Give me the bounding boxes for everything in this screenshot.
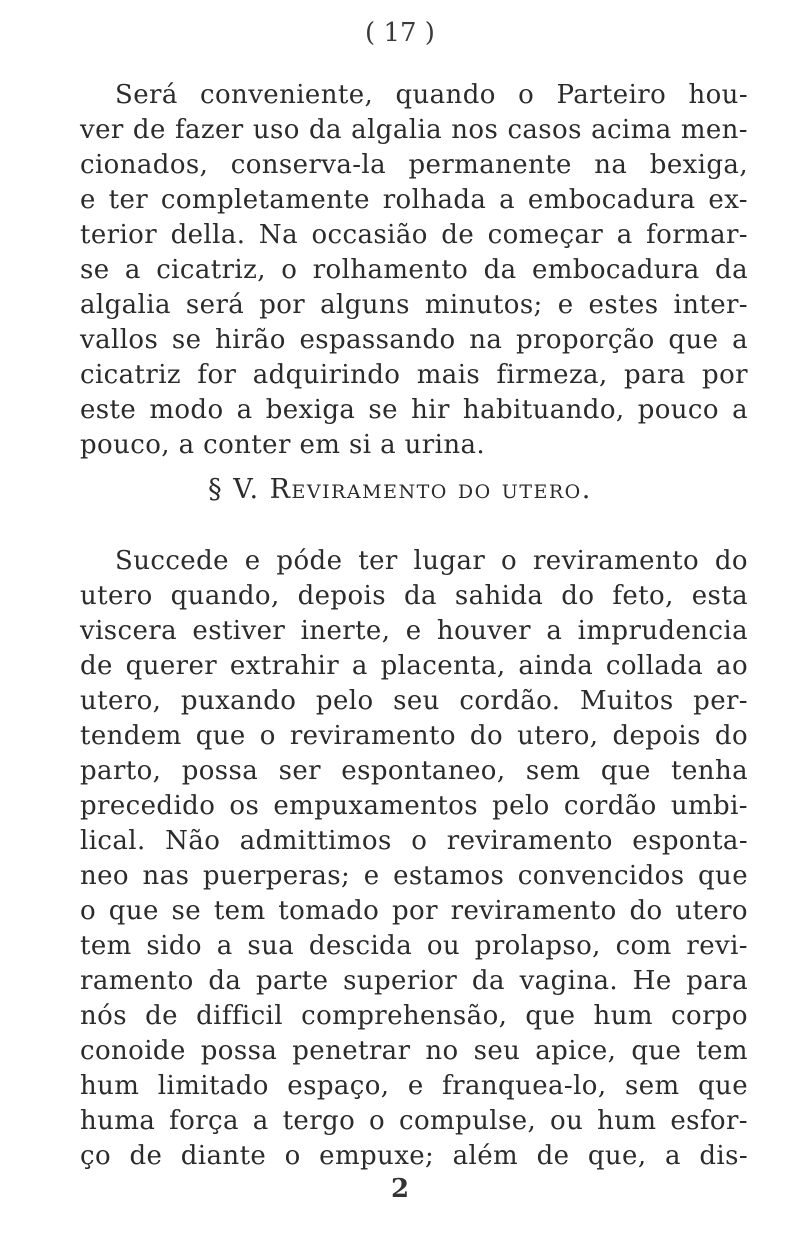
- text-line: tendem que o reviramento do utero, depois do: [80, 721, 748, 751]
- text-line: de querer extrahir a placenta, ainda collada ao: [80, 651, 748, 681]
- text-line: pouco, a conter em si a urina.: [80, 430, 486, 460]
- text-line: e ter completamente rolhada a embocadura ex-: [80, 185, 748, 215]
- text-line: ramento da parte superior da vagina. He para: [80, 966, 748, 996]
- text-line: lical. Não admittimos o reviramento esponta-: [80, 826, 748, 856]
- text-line: neo nas puerperas; e estamos convencidos que: [80, 861, 748, 891]
- text-line: huma força a tergo o compulse, ou hum esfor-: [80, 1106, 748, 1136]
- text-line: nós de difficil comprehensão, que hum corpo: [80, 1001, 748, 1031]
- text-line: tem sido a sua descida ou prolapso, com revi-: [80, 931, 748, 961]
- text-line: este modo a bexiga se hir habituando, pouco a: [80, 395, 748, 425]
- text-line: utero, puxando pelo seu cordão. Muitos per-: [80, 686, 748, 716]
- page-number: ( 17 ): [365, 18, 435, 48]
- text-line: Succede e póde ter lugar o reviramento do: [115, 546, 748, 576]
- text-line: Será conveniente, quando o Parteiro hou-: [115, 80, 748, 110]
- text-line: cionados, conserva-la permanente na bexiga,: [80, 150, 748, 180]
- text-line: parto, possa ser espontaneo, sem que tenha: [80, 756, 748, 786]
- text-line: utero quando, depois da sahida do feto, esta: [80, 581, 748, 611]
- text-line: viscera estiver inerte, e houver a imprudencia: [80, 616, 748, 646]
- text-line: algalia será por alguns minutos; e estes inter-: [80, 290, 748, 320]
- text-line: hum limitado espaço, e franquea-lo, sem que: [80, 1071, 748, 1101]
- text-line: ver de fazer uso da algalia nos casos acima men-: [80, 115, 748, 145]
- text-line: o que se tem tomado por reviramento do utero: [80, 896, 748, 926]
- text-line: cicatriz for adquirindo mais firmeza, para por: [80, 360, 748, 390]
- text-line: ço de diante o empuxe; além de que, a dis-: [80, 1141, 748, 1171]
- signature-mark: 2: [390, 1174, 410, 1204]
- text-line: precedido os empuxamentos pelo cordão umbi-: [80, 791, 748, 821]
- text-line: vallos se hirão espassando na proporção que a: [80, 325, 748, 355]
- text-line: se a cicatriz, o rolhamento da embocadura da: [80, 255, 748, 285]
- section-heading: § V. Reviramento do utero.: [208, 474, 592, 505]
- text-line: terior della. Na occasião de começar a formar-: [80, 220, 748, 250]
- text-line: conoide possa penetrar no seu apice, que tem: [80, 1036, 748, 1066]
